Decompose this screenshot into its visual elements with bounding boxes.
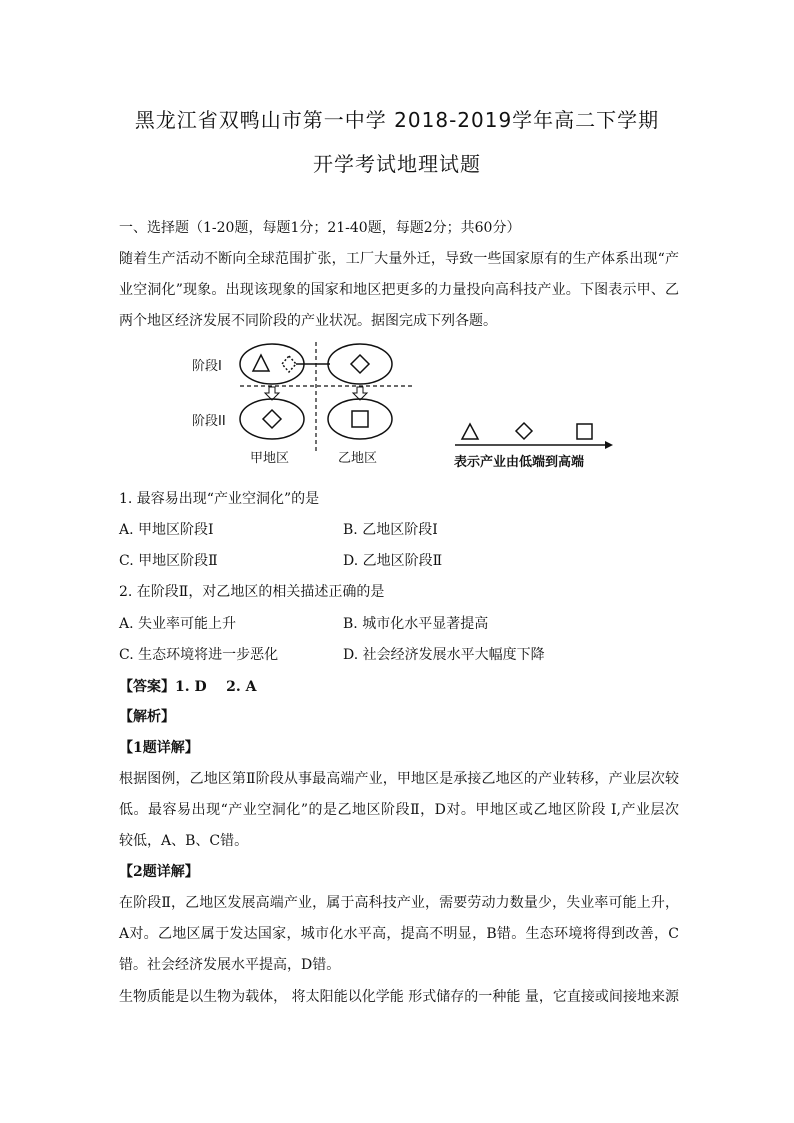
next-passage-line: 生物质能是以生物为载体， 将太阳能以化学能 形式储存的一种能 量，它直接或间接地来源 — [119, 989, 679, 1005]
detail2-title: 【2题详解】 — [119, 864, 199, 880]
q2-option-c: C. 生态环境将进一步恶化 — [119, 647, 279, 663]
intro-line-2: 业空洞化”现象。出现该现象的国家和地区把更多的力量投向高科技产业。下图表示甲、乙 — [119, 282, 679, 298]
detail2-line-2: A对。乙地区属于发达国家，城市化水平高，提高不明显，B错。生态环境将得到改善，C — [119, 926, 679, 942]
industry-stage-diagram — [180, 338, 620, 478]
q2-option-d: D. 社会经济发展水平大幅度下降 — [343, 647, 545, 663]
page-title-line2: 开学考试地理试题 — [313, 152, 481, 176]
stage2-label: 阶段II — [192, 414, 226, 429]
detail1-line-2: 低。最容易出现“产业空洞化”的是乙地区阶段Ⅱ，D对。甲地区或乙地区阶段 I,产业层次 — [119, 802, 679, 818]
q1-option-a: A. 甲地区阶段Ⅰ — [119, 522, 214, 538]
stage1-label: 阶段I — [192, 359, 222, 374]
analysis-title: 【解析】 — [119, 709, 175, 725]
legend-arrow-head — [605, 441, 613, 449]
intro-line-1: 随着生产活动不断向全球范围扩张，工厂大量外迁，导致一些国家原有的生产体系出现“产 — [119, 251, 679, 267]
detail2-line-3: 错。社会经济发展水平提高，D错。 — [119, 957, 341, 973]
region-b-label: 乙地区 — [338, 451, 378, 466]
page-title-line1: 黑龙江省双鸭山市第一中学 2018-2019学年高二下学期 — [134, 108, 660, 132]
detail2-line-1: 在阶段Ⅱ，乙地区发展高端产业，属于高科技产业，需要劳动力数量少，失业率可能上升， — [119, 895, 679, 911]
detail1-line-1: 根据图例，乙地区第Ⅱ阶段从事最高端产业，甲地区是承接乙地区的产业转移，产业层次较 — [119, 771, 679, 787]
answer-line: 【答案】1. D 2. A — [119, 679, 257, 695]
q1-option-b: B. 乙地区阶段Ⅰ — [343, 522, 438, 538]
intro-line-3: 两个地区经济发展不同阶段的产业状况。据图完成下列各题。 — [119, 313, 497, 329]
legend-caption: 表示产业由低端到高端 — [454, 455, 585, 470]
q1-option-d: D. 乙地区阶段Ⅱ — [343, 553, 443, 569]
q2-option-a: A. 失业率可能上升 — [119, 616, 237, 632]
q2-option-b: B. 城市化水平显著提高 — [343, 616, 489, 632]
detail1-line-3: 较低，A、B、C错。 — [119, 833, 249, 849]
q1-stem: 1. 最容易出现“产业空洞化”的是 — [119, 491, 320, 507]
q2-stem: 2. 在阶段Ⅱ，对乙地区的相关描述正确的是 — [119, 584, 385, 600]
detail1-title: 【1题详解】 — [119, 740, 199, 756]
region-a-label: 甲地区 — [250, 451, 290, 466]
q1-option-c: C. 甲地区阶段Ⅱ — [119, 553, 218, 569]
section-header: 一、选择题（1-20题，每题1分；21-40题，每题2分；共60分） — [119, 220, 521, 236]
